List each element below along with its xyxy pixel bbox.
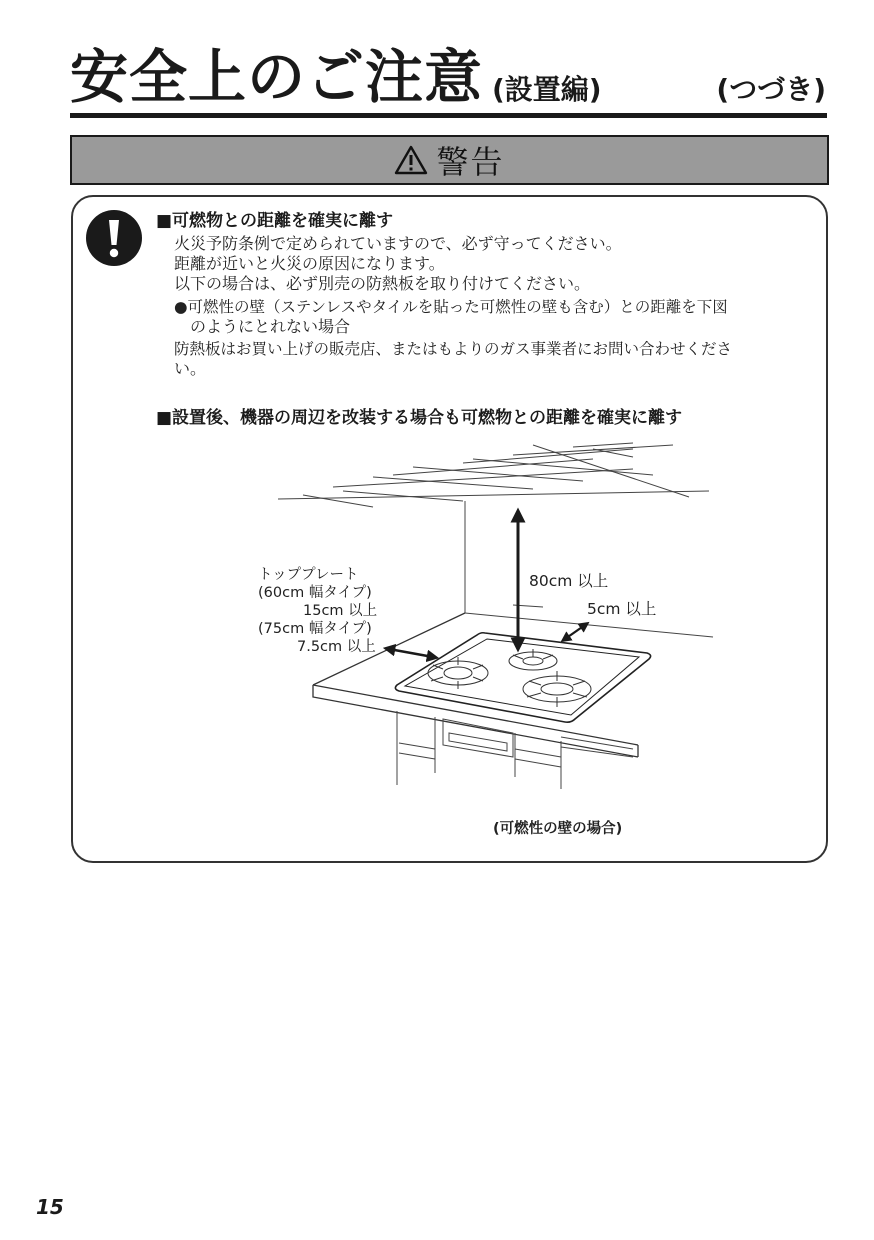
diagram-caption: (可燃性の壁の場合): [493, 821, 623, 837]
warning-triangle-icon: [394, 145, 428, 175]
section1-line-7: い。: [174, 359, 207, 378]
section2-heading: ■設置後、機器の周辺を改装する場合も可燃物との距離を確実に離す: [156, 408, 683, 428]
dist60-label: 15cm 以上: [303, 603, 378, 619]
page-header: [70, 40, 826, 114]
section1-bullet-line-1: ●可燃性の壁（ステンレスやタイルを貼った可燃性の壁も含む）との距離を下図: [174, 298, 728, 316]
page-number: 15: [36, 1195, 64, 1219]
section1-line-2: 距離が近いと火災の原因になります。: [174, 254, 445, 273]
type60-label: (60cm 幅タイプ): [258, 585, 372, 601]
warning-label: 警告: [436, 143, 505, 181]
section1-bullet-line-2: のようにとれない場合: [174, 317, 351, 336]
section1-heading: ■可燃物との距離を確実に離す: [156, 211, 394, 231]
section1-line-3: 以下の場合は、必ず別売の防熱板を取り付けてください。: [174, 274, 591, 293]
ceiling-distance-label: 80cm 以上: [529, 572, 609, 590]
clearance-diagram: [73, 197, 826, 861]
ceiling-grid: [278, 443, 709, 507]
top-plate-label: トッププレート: [258, 567, 359, 583]
cooktop: [395, 633, 650, 722]
title-underline: [70, 113, 827, 118]
section1-line-6: 防熱板はお買い上げの販売店、またはもよりのガス事業者にお問い合わせくださ: [174, 340, 733, 358]
back-distance-label: 5cm 以上: [587, 600, 657, 618]
dist75-label: 7.5cm 以上: [297, 639, 376, 655]
section1-line-1: 火災予防条例で定められていますので、必ず守ってください。: [174, 234, 622, 253]
type75-label: (75cm 幅タイプ): [258, 621, 372, 637]
page-subtitle: (設置編): [492, 73, 602, 106]
warning-panel: [71, 195, 828, 863]
continued-label: (つづき): [716, 73, 826, 106]
page-title: 安全上のご注意: [70, 43, 484, 111]
warning-banner: [70, 135, 829, 185]
